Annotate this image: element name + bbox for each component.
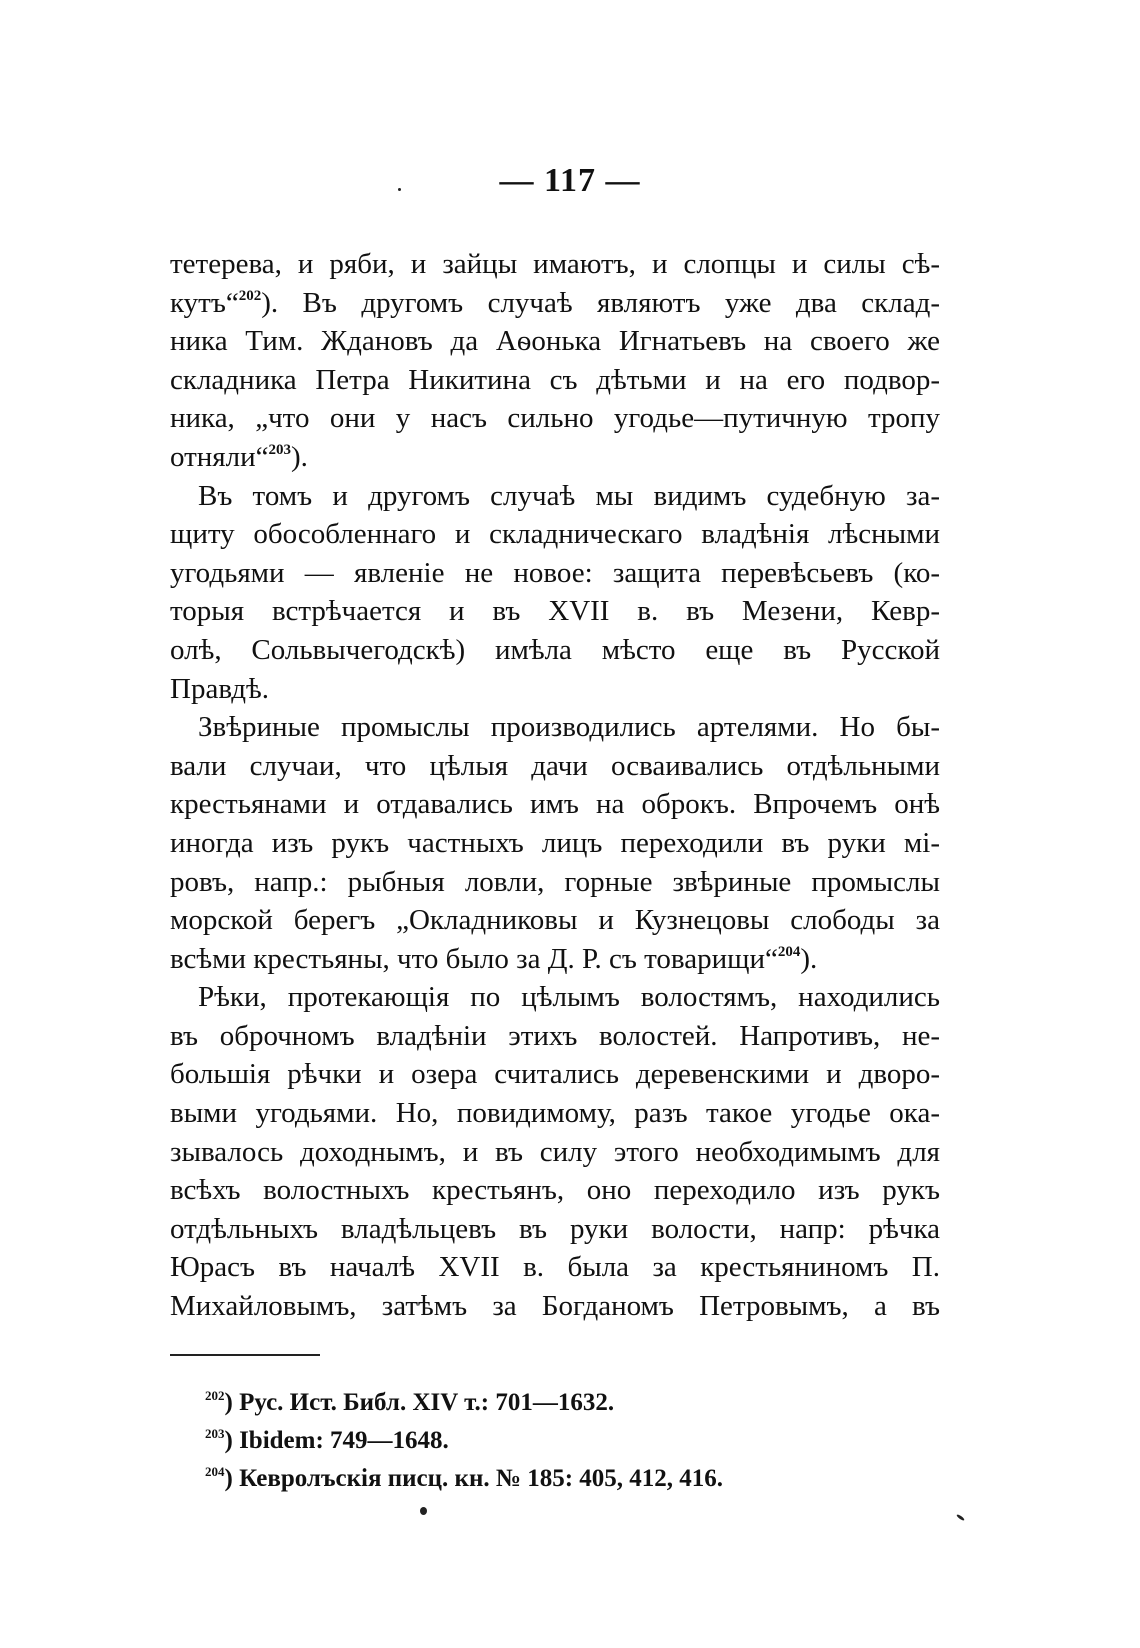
text-line: ника Тим. Ждановъ да Аѳонька Игнатьевъ на своего же (170, 325, 940, 358)
footnotes (205, 1384, 965, 1498)
text-line: морской берегъ „Окладниковы и Кузнецовы слободы за (170, 904, 940, 937)
text-line: торыя встрѣчается и въ XVII в. въ Мезени, Кевр- (170, 595, 940, 628)
footnote-ref: 204 (777, 943, 801, 960)
text-line: Въ томъ и другомъ случаѣ мы видимъ судебную за- (198, 479, 940, 512)
footnote-mark: 204 (205, 1464, 225, 1479)
scan-speck (398, 188, 401, 191)
text-line: выми угодьями. Но, повидимому, разъ такое угодье ока- (170, 1097, 940, 1130)
text-line: въ оброчномъ владѣніи этихъ волостей. Напротивъ, не- (170, 1019, 940, 1052)
scan-speck (956, 1514, 965, 1522)
footnote-divider (170, 1354, 320, 1356)
footnote-mark: 203 (205, 1426, 225, 1441)
text-line: складника Петра Никитина съ дѣтьми и на его подвор- (170, 363, 940, 396)
text-line: Рѣки, протекающія по цѣлымъ волостямъ, находились (198, 981, 940, 1014)
text-line: всѣми крестьяны, что было за Д. Р. съ товарищи“$^{204}$). (170, 942, 818, 975)
text-line: Михайловымъ, затѣмъ за Богданомъ Петровымъ, а въ (170, 1290, 940, 1323)
text-line: олѣ, Сольвычегодскѣ) имѣла мѣсто еще въ Русской (170, 633, 940, 666)
footnote-item: $^{203}$) Ibidem: 749—1648. (205, 1426, 449, 1454)
text-line: Звѣриные промыслы производились артелями. Но бы- (198, 711, 940, 744)
page-number: — 117 — (499, 162, 641, 199)
text-line: ника, „что они у насъ сильно угодье—путичную тропу (170, 402, 940, 435)
scan-speck (420, 1507, 427, 1515)
text-line: вали случаи, что цѣлыя дачи осваивались отдѣльными (170, 749, 940, 782)
text-line: угодьями — явленіе не новое: защита перевѣсьевъ (ко- (170, 556, 940, 589)
body-text (170, 245, 940, 1326)
text-line: всѣхъ волостныхъ крестьянъ, оно переходило изъ рукъ (170, 1174, 940, 1207)
footnote-item: $^{202}$) Рус. Ист. Библ. XIV т.: 701—1632. (205, 1388, 615, 1416)
text-line: зывалось доходнымъ, и въ силу этого необходимымъ для (170, 1135, 940, 1168)
text-line: иногда изъ рукъ частныхъ лицъ переходили въ руки мі- (170, 826, 940, 859)
text-line: Правдѣ. (170, 672, 270, 705)
text-line: кутъ“$^{202}$). Въ другомъ случаѣ являютъ уже два склад- (170, 286, 940, 319)
text-line: ровъ, напр.: рыбныя ловли, горные звѣриные промыслы (170, 865, 940, 898)
footnote-mark: 202 (205, 1388, 225, 1403)
text-line: тетерева, и ряби, и зайцы имаютъ, и слопцы и силы сѣ- (170, 248, 940, 280)
footnote-ref: 202 (238, 287, 262, 304)
footnote-ref: 203 (268, 441, 292, 458)
footnote-item: $^{204}$) Кевролъскія писц. кн. № 185: 405, 412, 416. (205, 1464, 724, 1492)
text-line: щиту обособленнаго и складническаго владѣнія лѣсными (170, 518, 940, 551)
text-line: отдѣльныхъ владѣльцевъ въ руки волости, напр: рѣчка (170, 1212, 940, 1245)
text-line: Юрасъ въ началѣ XVII в. была за крестьяниномъ П. (170, 1251, 940, 1284)
text-line: большія рѣчки и озера считались деревенскими и дворо- (170, 1058, 940, 1091)
text-line: отняли“$^{203}$). (170, 440, 308, 473)
text-line: крестьянами и отдавались имъ на оброкъ. Впрочемъ онѣ (170, 788, 940, 821)
